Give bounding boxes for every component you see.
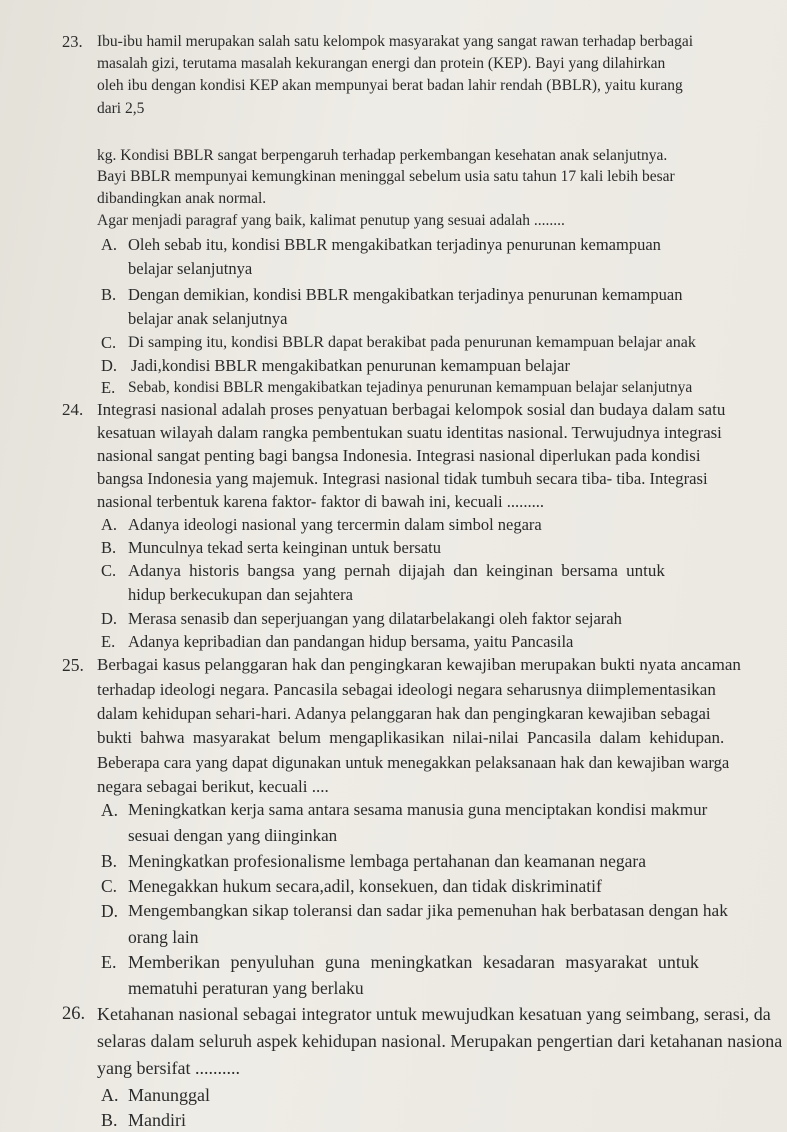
question-text-line: dibandingkan anak normal. (97, 190, 267, 207)
option-letter-d: D. (101, 356, 118, 375)
option-a-text: Oleh sebab itu, kondisi BBLR mengakibatkan terjadinya penurunan kemampuan (128, 235, 661, 254)
question-text-line: dari 2,5 (97, 100, 145, 117)
option-letter-a: A. (101, 1085, 119, 1105)
question-text-line: Integrasi nasional adalah proses penyatuan berbagai kelompok sosial dan budaya dalam satu (97, 400, 726, 419)
option-b-text: Munculnya tekad serta keinginan untuk bersatu (128, 538, 441, 557)
question-number: 26. (62, 1004, 86, 1024)
question-text-line: kesatuan wilayah dalam rangka pembentukan suatu identitas nasional. Terwujudnya integrasi (97, 423, 722, 442)
option-letter-c: C. (101, 333, 117, 352)
option-e-text: Sebab, kondisi BBLR mengakibatkan tejadinya penurunan kemampuan belajar selanjutnya (128, 379, 693, 396)
option-b-text: belajar anak selanjutnya (128, 309, 288, 328)
option-c-text: Menegakkan hukum secara,adil, konsekuen, dan tidak diskriminatif (128, 876, 602, 896)
option-letter-b: B. (101, 851, 118, 871)
option-d-text: Mengembangkan sikap toleransi dan sadar jika pemenuhan hak berbatasan dengan hak (128, 901, 728, 920)
question-text-line: Bayi BBLR mempunyai kemungkinan meninggal sebelum usia satu tahun 17 kali lebih besar (97, 168, 675, 185)
option-letter-a: A. (101, 515, 118, 534)
option-a-text: belajar selanjutnya (128, 259, 253, 278)
option-b-text: Mandiri (128, 1110, 186, 1130)
option-letter-d: D. (101, 901, 119, 921)
question-text-line: terhadap ideologi negara. Pancasila sebagai ideologi negara seharusnya diimplementasikan (97, 680, 716, 699)
question-prompt: Agar menjadi paragraf yang baik, kalimat penutup yang sesuai adalah ........ (97, 212, 565, 229)
option-e-text: mematuhi peraturan yang berlaku (128, 978, 364, 998)
option-a-text: Manunggal (128, 1085, 210, 1105)
option-b-text: Meningkatkan profesionalisme lembaga pertahanan dan keamanan negara (128, 851, 646, 871)
question-text-line: Beberapa cara yang dapat digunakan untuk menegakkan pelaksanaan hak dan kewajiban warga (97, 753, 730, 772)
option-letter-e: E. (101, 632, 116, 651)
option-letter-e: E. (101, 952, 117, 972)
option-a-text: Adanya ideologi nasional yang tercermin dalam simbol negara (128, 515, 542, 534)
option-c-text: Adanya historis bangsa yang pernah dijajah dan keinginan bersama untuk (128, 561, 665, 580)
question-text-line: kg. Kondisi BBLR sangat berpengaruh terhadap perkembangan kesehatan anak selanjutnya. (97, 147, 668, 164)
question-text-line: oleh ibu dengan kondisi KEP akan mempunyai berat badan lahir rendah (BBLR), yaitu kurang (97, 77, 683, 94)
option-b-text: Dengan demikian, kondisi BBLR mengakibatkan terjadinya penurunan kemampuan (128, 285, 683, 304)
option-c-text: Di samping itu, kondisi BBLR dapat berakibat pada penurunan kemampuan belajar anak (128, 334, 696, 351)
question-number: 25. (62, 655, 84, 675)
option-letter-c: C. (101, 876, 118, 896)
option-e-text: Memberikan penyuluhan guna meningkatkan kesadaran masyarakat untuk (128, 952, 699, 972)
option-e-text: Adanya kepribadian dan pandangan hidup bersama, yaitu Pancasila (128, 632, 574, 651)
question-text-line: bangsa Indonesia yang majemuk. Integrasi nasional tidak tumbuh secara tiba- tiba. Integrasi (97, 469, 708, 488)
question-prompt: negara sebagai berikut, kecuali .... (97, 777, 329, 796)
question-text-line: selaras dalam seluruh aspek kehidupan nasional. Merupakan pengertian dari ketahanan nasiona (97, 1031, 783, 1051)
question-number: 23. (62, 32, 83, 51)
option-d-text: orang lain (128, 927, 199, 947)
option-letter-b: B. (101, 538, 117, 557)
option-d-text: Merasa senasib dan seperjuangan yang dilatarbelakangi oleh faktor sejarah (128, 609, 622, 628)
option-letter-b: B. (101, 285, 117, 304)
question-text-line: dalam kehidupan sehari-hari. Adanya pelanggaran hak dan pengingkaran kewajiban sebagai (97, 704, 711, 723)
question-number: 24. (62, 400, 84, 419)
question-text-line: bukti bahwa masyarakat belum mengaplikasikan nilai-nilai Pancasila dalam kehidupan. (97, 728, 725, 747)
question-text-line: Ibu-ibu hamil merupakan salah satu kelompok masyarakat yang sangat rawan terhadap berbagai (97, 33, 694, 50)
question-text-line: Berbagai kasus pelanggaran hak dan pengingkaran kewajiban merupakan bukti nyata ancaman (97, 655, 741, 674)
option-letter-b: B. (101, 1110, 118, 1130)
option-letter-a: A. (101, 235, 118, 254)
option-a-text: Meningkatkan kerja sama antara sesama manusia guna menciptakan kondisi makmur (128, 800, 708, 819)
option-a-text: sesuai dengan yang diinginkan (128, 826, 338, 845)
question-text-line: nasional sangat penting bagi bangsa Indonesia. Integrasi nasional diperlukan pada kondisi (97, 446, 701, 465)
option-letter-a: A. (101, 800, 119, 820)
question-prompt: nasional terbentuk karena faktor- faktor di bawah ini, kecuali ......... (97, 492, 545, 511)
option-letter-d: D. (101, 609, 118, 628)
option-letter-e: E. (101, 378, 116, 397)
option-d-text: Jadi,kondisi BBLR mengakibatkan penurunan kemampuan belajar (131, 356, 570, 375)
question-text-line: Ketahanan nasional sebagai integrator untuk mewujudkan kesatuan yang seimbang, serasi, da (97, 1004, 771, 1024)
question-prompt: yang bersifat .......... (97, 1058, 240, 1078)
question-text-line: masalah gizi, terutama masalah kekurangan energi dan protein (KEP). Bayi yang dilahirkan (97, 55, 666, 72)
option-letter-c: C. (101, 561, 117, 580)
option-c-text: hidup berkecukupan dan sejahtera (128, 585, 353, 604)
